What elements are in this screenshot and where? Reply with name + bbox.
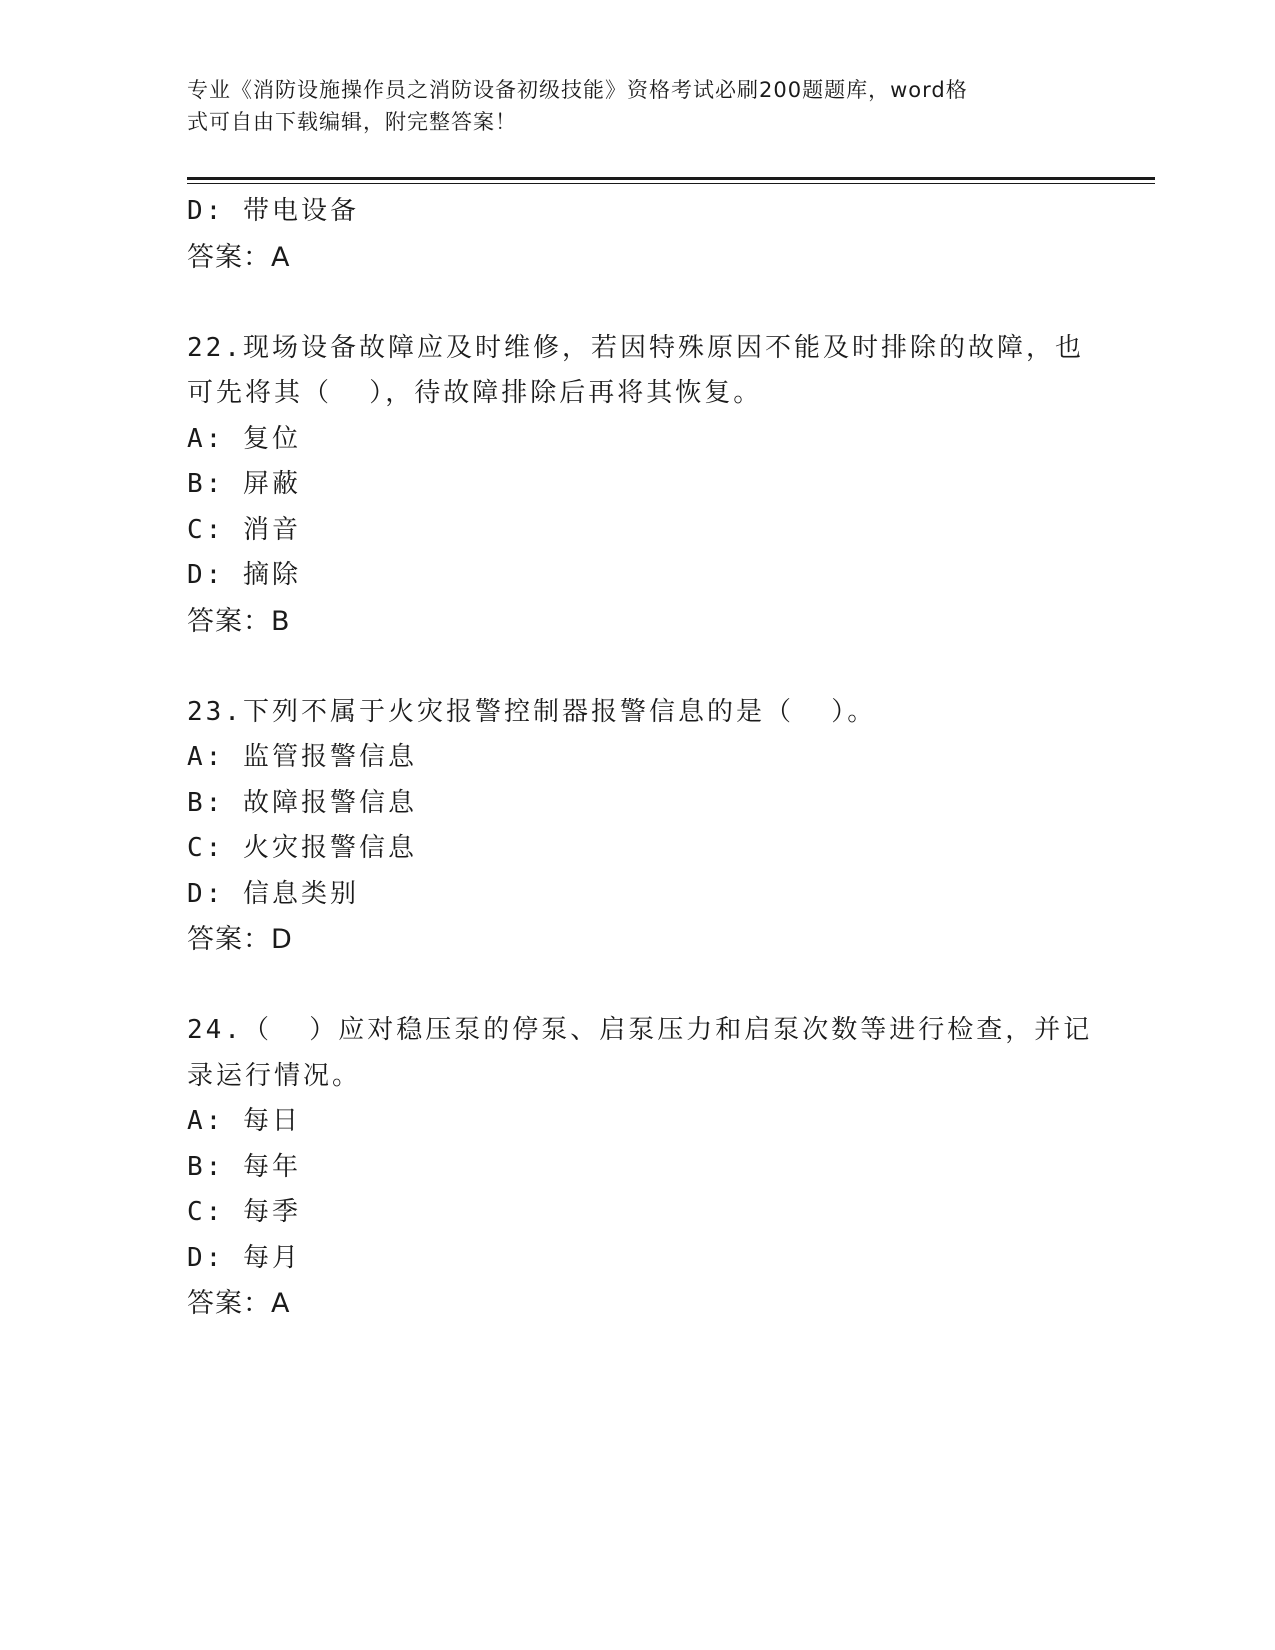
question-stem: 录运行情况。 [187, 1060, 362, 1091]
option-b: B: 屏蔽 [187, 469, 301, 499]
answer-line: 答案：A [187, 241, 291, 273]
header-divider-thin [187, 183, 1155, 184]
question-stem: 可先将其（ ），待故障排除后再将其恢复。 [187, 378, 763, 408]
option-d: D: 每月 [187, 1242, 301, 1273]
answer-line: 答案：B [187, 605, 291, 637]
option-a: A: 复位 [187, 423, 301, 454]
header-divider-thick [187, 177, 1155, 180]
option-b: B: 故障报警信息 [187, 787, 417, 818]
answer-line: 答案：D [187, 924, 293, 955]
spacer [187, 644, 1087, 690]
option-c: C: 消音 [187, 514, 301, 545]
option-d: D: 摘除 [187, 560, 301, 590]
header-line-1: 专业《消防设施操作员之消防设备初级技能》资格考试必刷200题题库，word格 [187, 78, 968, 102]
document-header [187, 74, 1067, 138]
answer-line: 答案：A [187, 1288, 291, 1319]
header-line-2: 式可自由下载编辑，附完整答案！ [187, 110, 517, 134]
question-stem: 22.现场设备故障应及时维修，若因特殊原因不能及时排除的故障，也 [187, 332, 1084, 363]
option-a: A: 监管报警信息 [187, 742, 417, 772]
spacer [187, 280, 1087, 326]
option-b: B: 每年 [187, 1151, 301, 1182]
spacer [187, 963, 1087, 1009]
option-c: C: 每季 [187, 1197, 301, 1227]
question-list [187, 189, 1093, 1327]
option-d: D: 带电设备 [187, 196, 359, 226]
question-24 [187, 1008, 1093, 1327]
option-c: C: 火灾报警信息 [187, 833, 417, 863]
option-a: A: 每日 [187, 1106, 301, 1136]
question-stem: 23.下列不属于火灾报警控制器报警信息的是（ ）。 [187, 696, 877, 727]
option-d: D: 信息类别 [187, 878, 359, 909]
question-23 [187, 690, 1087, 963]
question-22 [187, 326, 1087, 645]
question-stem: 24.（ ）应对稳压泵的停泵、启泵压力和启泵次数等进行检查，并记 [187, 1015, 1093, 1045]
